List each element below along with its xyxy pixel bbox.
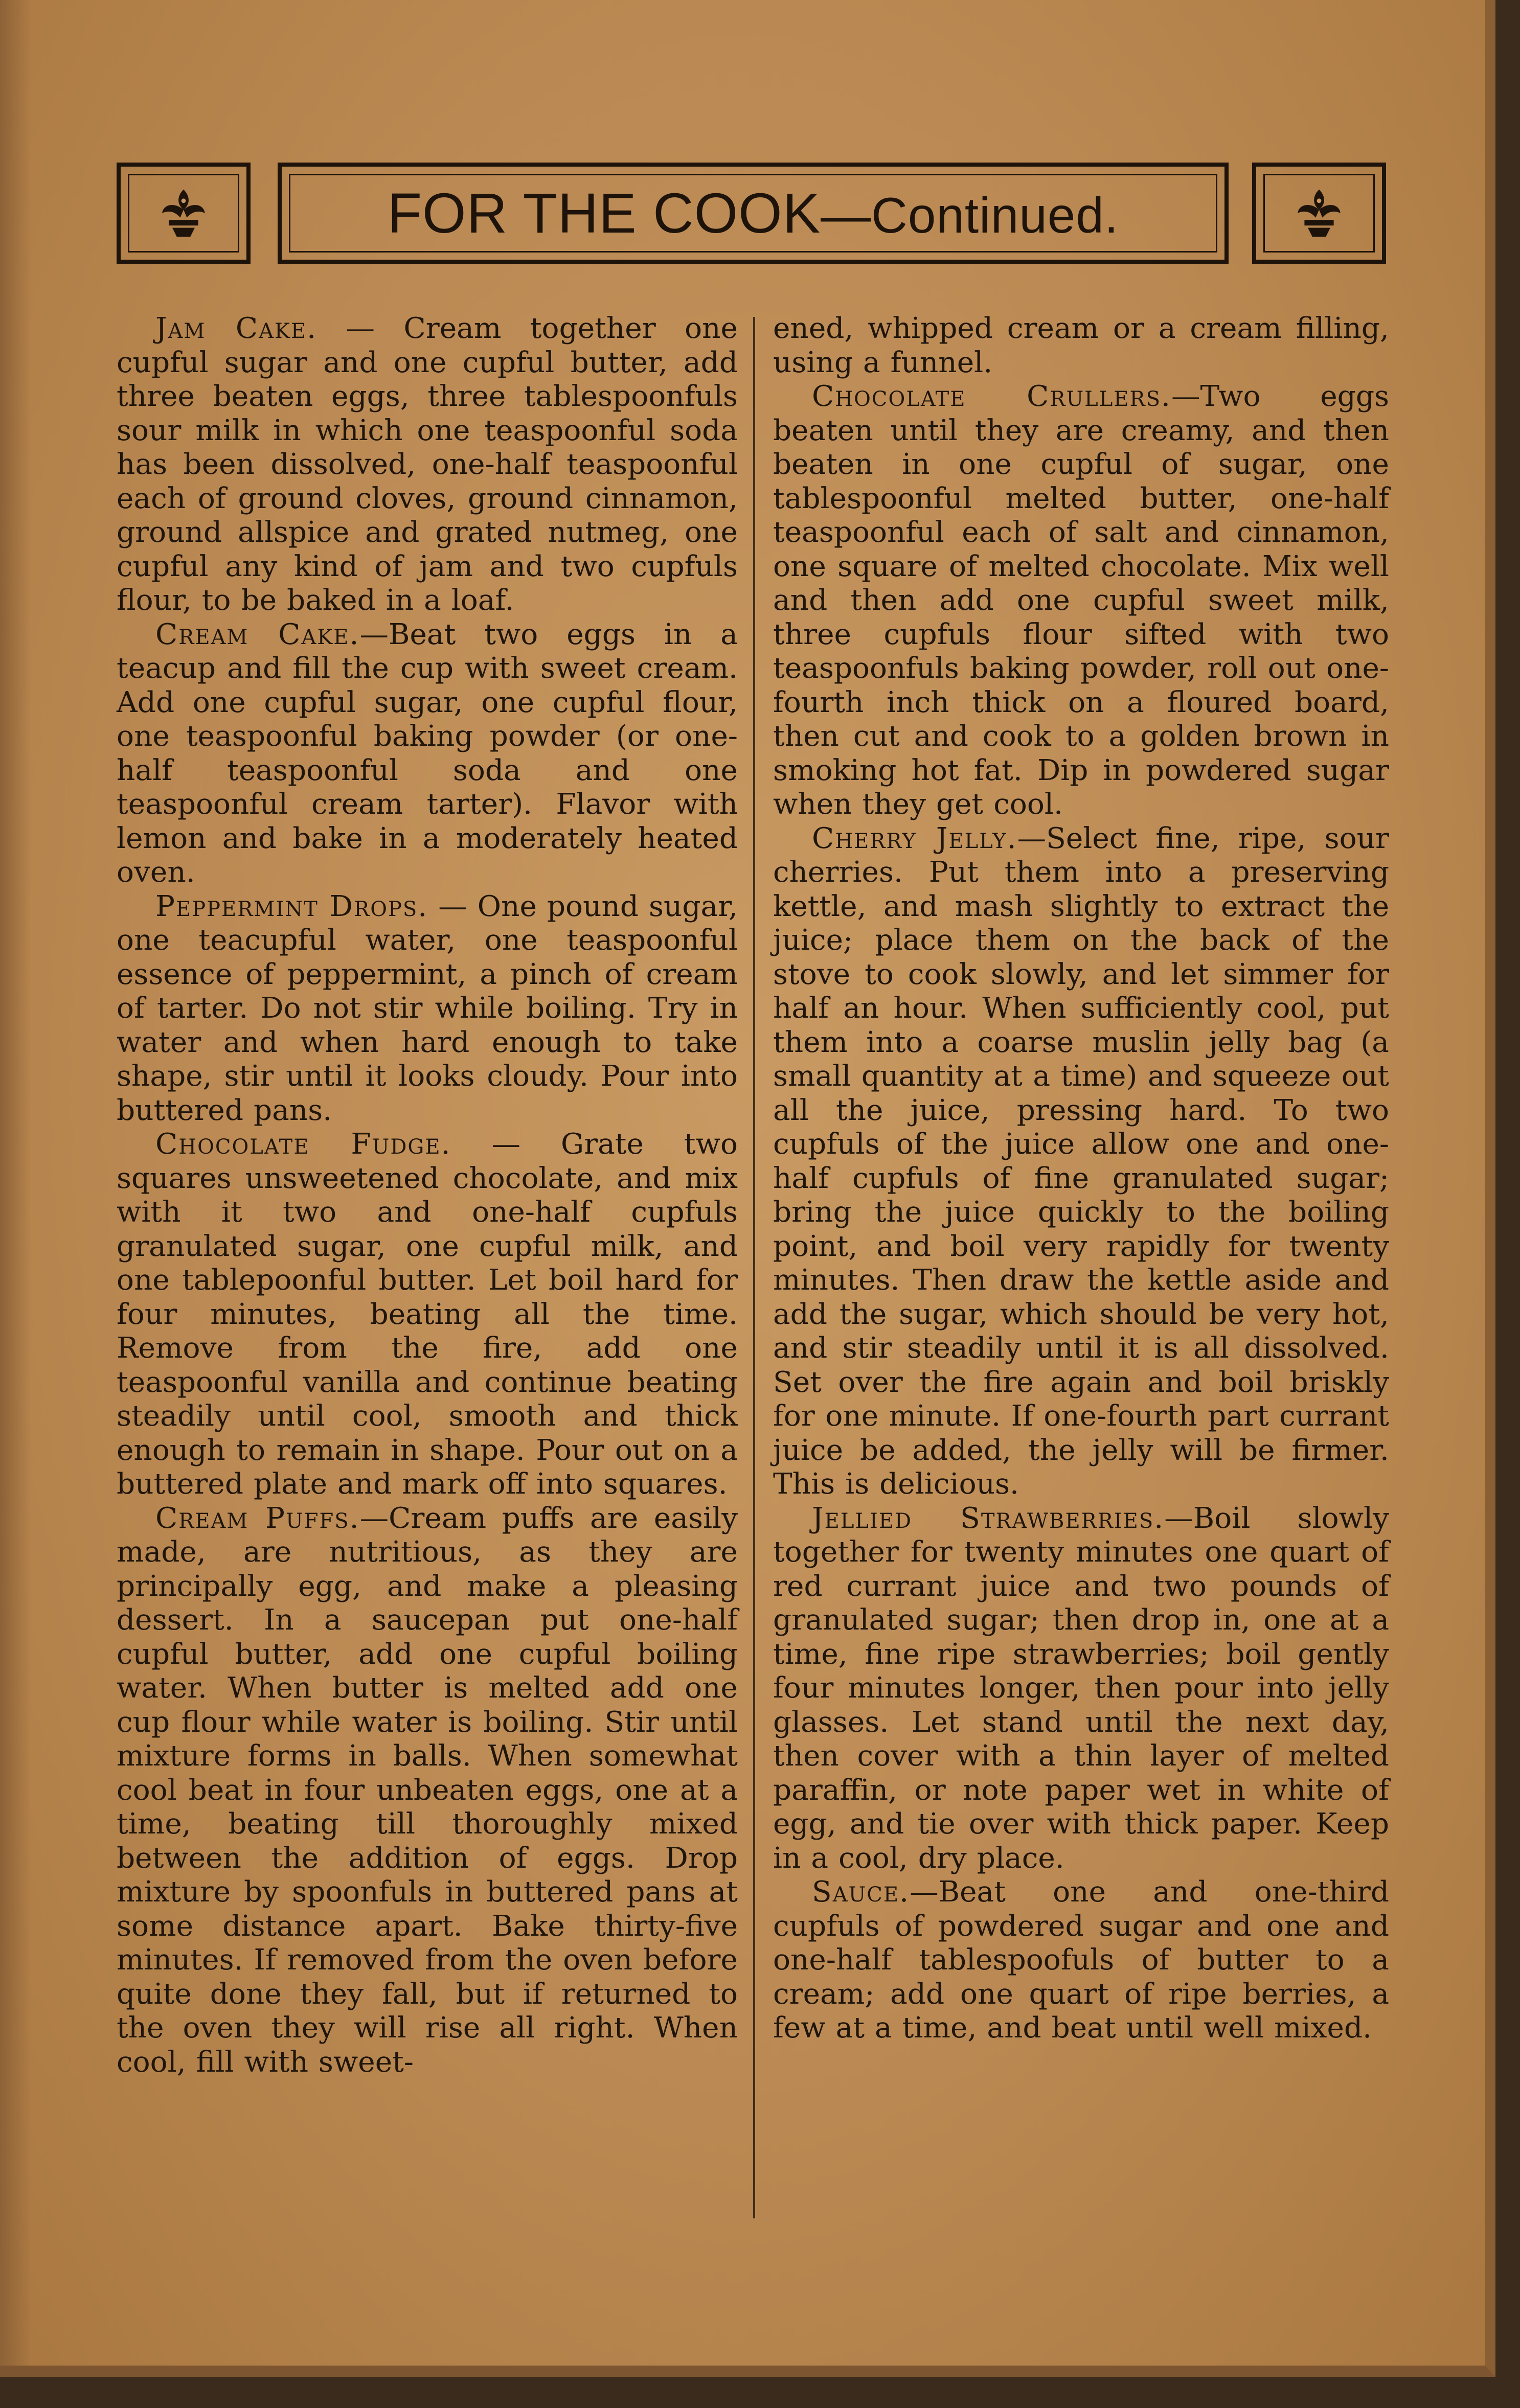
title-main: FOR THE COOK [387,181,821,245]
page-title [388,181,1119,246]
recipe-title: Chocolate Crullers. [812,380,1171,413]
recipe-title: Jam Cake. [155,312,317,345]
recipe-cream-cake [117,618,738,890]
recipe-cherry-jelly [773,822,1389,1502]
recipe-sauce [773,1875,1389,2046]
recipe-cream-puffs [117,1502,738,2080]
recipe-title: Peppermint Drops. [155,889,428,923]
recipe-title: Cream Cake. [155,617,360,651]
page-header-box [278,163,1229,264]
right-column [773,312,1389,2046]
recipe-jellied-strawberries [773,1502,1389,1876]
recipe-title: Chocolate Fudge. [155,1128,451,1161]
recipe-jam-cake [117,312,738,618]
recipe-body: —Two eggs beaten until they are creamy, and then beaten in one cupful of sugar, one tablespoonful melted butter, one-half teaspoonful each of salt and cinnamon, one square of melted chocolate. Mix well and then add one cupful sweet milk, three cupfuls flour sifted with two teaspoonfuls baking powder, roll out one-fourth inch thick on a floured board, then cut and cook to a golden brown in smoking hot fat. Dip in powdered sugar when they get cool. [773,380,1389,821]
recipe-chocolate-fudge [117,1128,738,1502]
right-ornament-box [1252,163,1386,264]
title-suffix: —Continued. [821,187,1119,243]
recipe-chocolate-crullers [773,380,1389,822]
column-divider [753,317,755,2218]
fleur-ornament-icon [155,185,212,241]
recipe-body: —Beat one and one-third cupfuls of powdered sugar and one and one-half tablespoofuls of butter to a cream; add one quart of ripe berries, a few at a time, and beat until well mixed. [773,1875,1389,2045]
recipe-body: —Select fine, ripe, sour cherries. Put them into a preserving kettle, and mash slightly to extract the juice; place them on the back of the stove to cook slowly, and let simmer for half an hour. When sufficiently cool, put them into a coarse muslin jelly bag (a small quantity at a time) and squeeze out all the juice, pressing hard. To two cupfuls of the juice allow one and one-half cupfuls of fine granulated sugar; bring the juice quickly to the boiling point, and boil very rapidly for twenty minutes. Then draw the kettle aside and add the sugar, which should be very hot, and stir steadily until it is all dissolved. Set over the fire again and boil briskly for one minute. If one-fourth part currant juice be added, the jelly will be firmer. This is delicious. [773,821,1389,1501]
left-ornament-box [117,163,251,264]
recipe-body: ened, whipped cream or a cream filling, using a funnel. [773,312,1389,379]
recipe-cream-puffs-continued [773,312,1389,380]
recipe-title: Cherry Jelly. [812,821,1017,855]
recipe-title: Jellied Strawberries. [812,1501,1165,1535]
left-column [117,312,738,2079]
recipe-title: Cream Puffs. [155,1501,360,1535]
recipe-body: —Beat two eggs in a teacup and fill the cup with sweet cream. Add one cupful sugar, one cupful flour, one teaspoonful baking powder (or one-half teaspoonful soda and one teaspoonful cream tarter). Flavor with lemon and bake in a moderately heated oven. [117,617,738,889]
recipe-body: — Grate two squares unsweetened chocolate, and mix with it two and one-half cupfuls granulated sugar, one cupful milk, and one tablepoonful butter. Let boil hard for four minutes, beating all the time. Remove from the fire, add one teaspoonful vanilla and continue beating steadily until cool, smooth and thick enough to remain in shape. Pour out on a buttered plate and mark off into squares. [117,1128,738,1501]
recipe-title: Sauce. [812,1875,910,1909]
fleur-ornament-icon [1291,185,1347,241]
recipe-body: —Boil slowly together for twenty minutes one quart of red currant juice and two pounds of granulated sugar; then drop in, one at a time, fine ripe strawberries; boil gently four minutes longer, then pour into jelly glasses. Let stand until the next day, then cover with a thin layer of melted paraffin, or note paper wet in white of egg, and tie over with thick paper. Keep in a cool, dry place. [773,1501,1389,1875]
recipe-body: — One pound sugar, one teacupful water, one teaspoonful essence of peppermint, a pinch of cream of tarter. Do not stir while boiling. Try in water and when hard enough to take shape, stir until it looks cloudy. Pour into buttered pans. [117,889,738,1127]
page-edge-shadow [0,0,31,2366]
recipe-peppermint-drops [117,890,738,1128]
recipe-body: —Cream puffs are easily made, are nutritious, as they are principally egg, and make a pleasing dessert. In a saucepan put one-half cupful butter, add one cupful boiling water. When butter is melted add one cup flour while water is boiling. Stir until mixture forms in balls. When somewhat cool beat in four unbeaten eggs, one at a time, beating till thoroughly mixed between the addition of eggs. Drop mixture by spoonfuls in buttered pans at some distance apart. Bake thirty-five minutes. If removed from the oven before quite done they fall, but if returned to the oven they will rise all right. When cool, fill with sweet- [117,1501,738,2079]
recipe-body: — Cream together one cupful sugar and one cupful butter, add three beaten eggs, three tablespoonfuls sour milk in which one teaspoonful soda has been dissolved, one-half teaspoonful each of ground cloves, ground cinnamon, ground allspice and grated nutmeg, one cupful any kind of jam and two cupfuls flour, to be baked in a loaf. [117,312,738,617]
